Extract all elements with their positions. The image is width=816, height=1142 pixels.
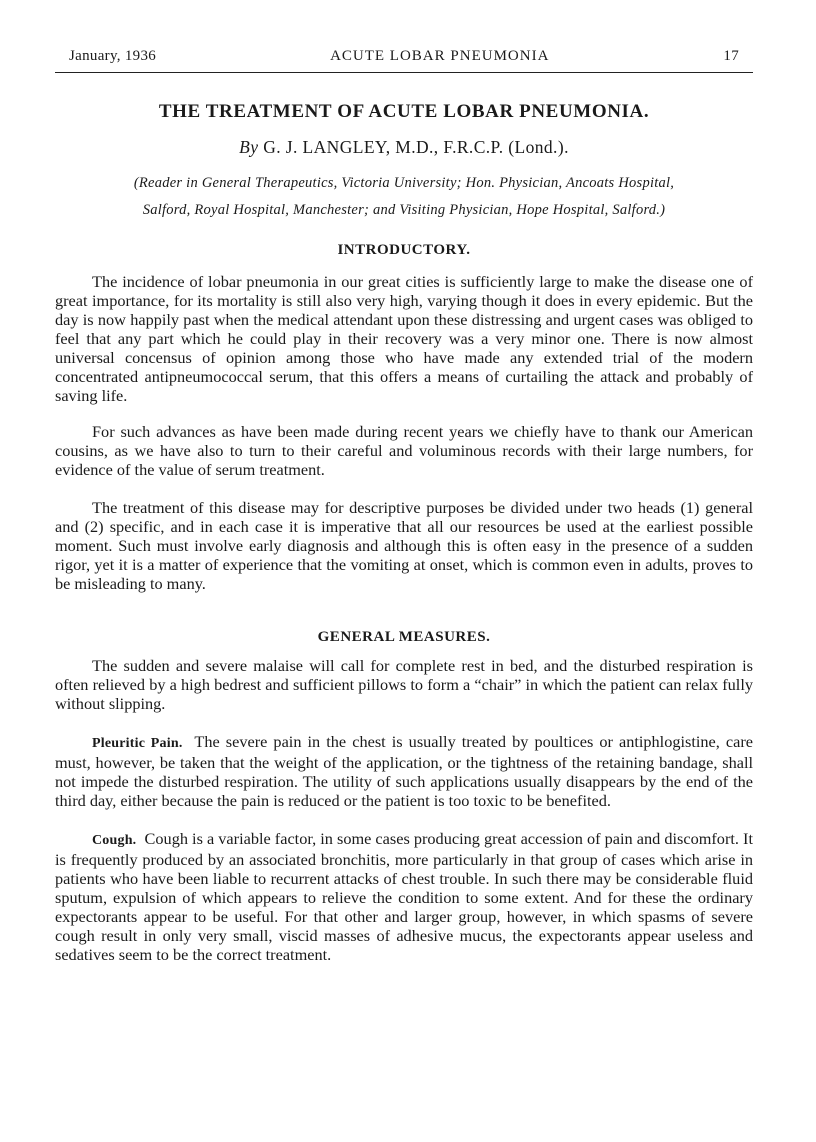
cough-paragraph — [55, 829, 753, 964]
introductory-paragraph-2: For such advances as have been made during recent years we chiefly have to thank our American cousins, as we have also to turn to their careful and voluminous records with their large numbers, for evidence of the value of serum treatment. — [55, 422, 753, 479]
page-number: 17 — [723, 48, 739, 64]
pleuritic-pain-label: Pleuritic Pain. — [92, 736, 183, 751]
cough-text: Cough is a variable factor, in some cases producing great accession of pain and discomfort. It is frequently produced by an associated bronchitis, more particularly in that group of cases which arise in patients who have been liable to recurrent attacks of chest trouble. In such there may be considerable fluid sputum, expulsion of which appears to relieve the condition to some extent. And for these the ordinary expectorants appear to be useful. For that other and larger group, however, in which spasms of severe cough result in only very small, viscid masses of adhesive mucus, the expectorants appear useless and sedatives seem to be the correct treatment. — [55, 829, 753, 964]
journal-page — [55, 48, 753, 964]
running-title: ACUTE LOBAR PNEUMONIA — [330, 48, 550, 64]
author-affiliation — [55, 170, 753, 224]
introductory-paragraph-3: The treatment of this disease may for descriptive purposes be divided under two heads (1) general and (2) specific, and in each case it is imperative that all our resources be used at the earliest possible moment. Such must involve early diagnosis and although this is often easy in the presence of a sudden rigor, yet it is a matter of experience that the vomiting at onset, which is common even in adults, proves to be misleading to many. — [55, 498, 753, 593]
affiliation-line-2: Salford, Royal Hospital, Manchester; and Visiting Physician, Hope Hospital, Salford.) — [142, 202, 666, 218]
issue-date: January, 1936 — [69, 48, 157, 64]
byline — [55, 137, 753, 158]
byline-prefix: By — [239, 137, 259, 157]
author-name: G. J. LANGLEY, M.D., F.R.C.P. (Lond.). — [263, 137, 569, 157]
pleuritic-pain-text: The severe pain in the chest is usually treated by poultices or antiphlogistine, care must, however, be taken that the weight of the application, or the tightness of the retaining bandage, shall not impede the disturbed respiration. The utility of such applications usually disappears by the end of the third day, either because the pain is reduced or the patient is too toxic to be benefited. — [55, 732, 753, 810]
section-heading-introductory: INTRODUCTORY. — [337, 242, 471, 258]
affiliation-line-1: (Reader in General Therapeutics, Victoria University; Hon. Physician, Ancoats Hospital, — [133, 175, 675, 191]
article-title: THE TREATMENT OF ACUTE LOBAR PNEUMONIA. — [158, 101, 650, 122]
section-heading-general-measures: GENERAL MEASURES. — [317, 629, 491, 645]
pleuritic-pain-paragraph — [55, 732, 753, 810]
general-measures-paragraph: The sudden and severe malaise will call for complete rest in bed, and the disturbed respiration is often relieved by a high bedrest and sufficient pillows to form a “chair” in which the patient can relax fully without slipping. — [55, 656, 753, 713]
running-head — [55, 48, 753, 73]
cough-label: Cough. — [92, 833, 137, 848]
introductory-paragraph-1: The incidence of lobar pneumonia in our great cities is sufficiently large to make the disease one of great importance, for its mortality is still also very high, varying though it does in every epidemic. But the day is now happily past when the medical attendant upon these distressing and urgent cases was obliged to feel that any part which he could play in their recovery was a very minor one. There is now almost universal concensus of opinion among those who have made any extended trial of the modern concentrated antipneumococcal serum, that this offers a means of curtailing the attack and probably of saving life. — [55, 272, 753, 405]
